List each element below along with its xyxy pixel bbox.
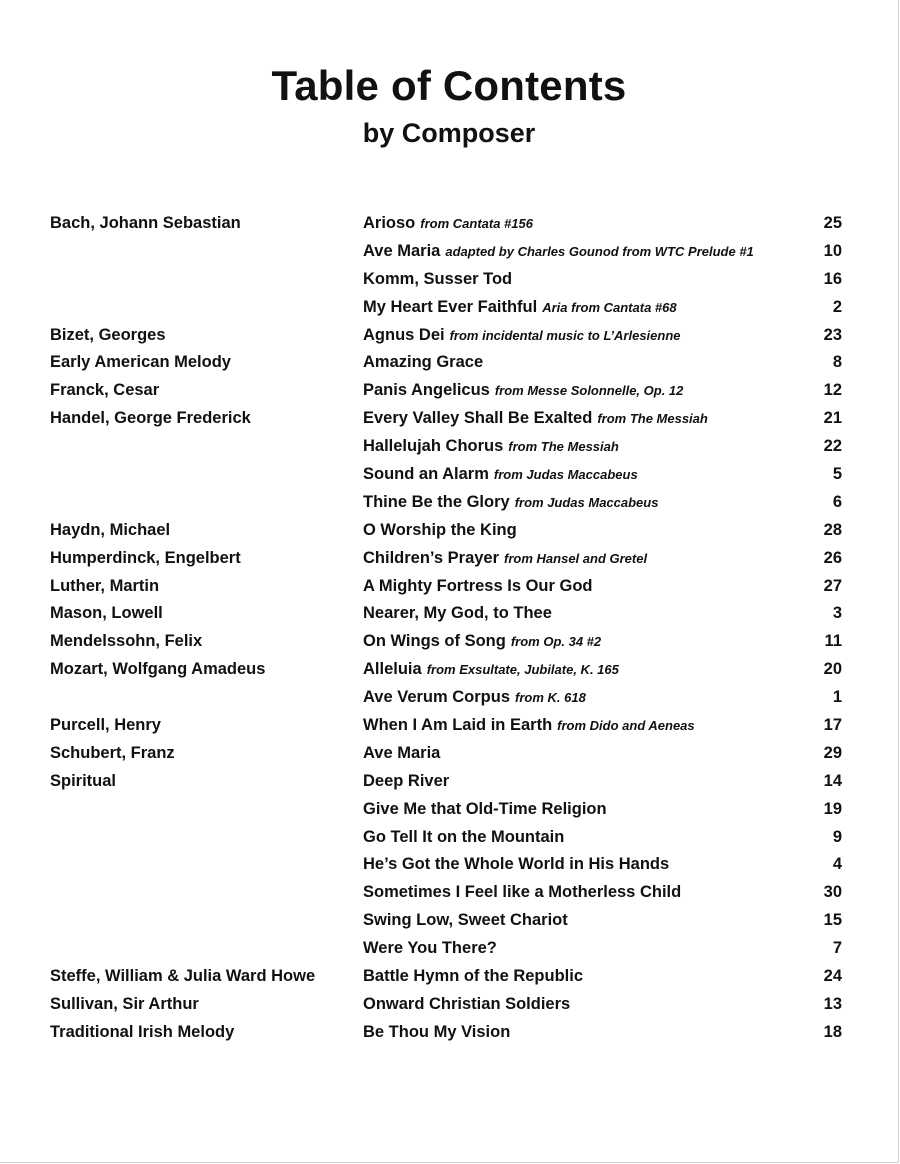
page-number: 24 (823, 967, 842, 986)
toc-row (50, 684, 850, 712)
toc-row (50, 656, 850, 684)
toc-row (50, 573, 850, 601)
piece-title: Agnus Dei (363, 325, 445, 344)
page-number: 3 (832, 604, 842, 623)
piece-title: Thine Be the Glory (363, 492, 510, 511)
page-number: 2 (832, 297, 842, 316)
piece-source-note: from incidental music to L’Arlesienne (449, 327, 681, 343)
piece-source-note: from Hansel and Gretel (504, 550, 648, 566)
toc-row (50, 238, 850, 266)
piece-entry (363, 433, 619, 461)
page-number: 29 (823, 743, 842, 762)
page-number: 28 (823, 520, 842, 539)
page-number: 26 (823, 548, 842, 567)
piece-entry (363, 349, 483, 377)
piece-title: Panis Angelicus (363, 381, 490, 400)
piece-entry (363, 963, 583, 991)
piece-entry (363, 405, 708, 433)
table-of-contents (50, 210, 850, 1047)
piece-title: Children’s Prayer (363, 548, 500, 567)
toc-row (50, 461, 850, 489)
page-number: 27 (823, 576, 842, 595)
page-number: 22 (823, 437, 842, 456)
piece-entry (363, 628, 601, 656)
page-number: 10 (823, 241, 842, 260)
page-number: 1 (832, 688, 842, 707)
composer-name: Mason, Lowell (50, 604, 163, 623)
page-number: 15 (823, 911, 842, 930)
piece-entry (363, 824, 564, 852)
piece-title: Swing Low, Sweet Chariot (363, 911, 568, 930)
toc-row (50, 628, 850, 656)
composer-name: Early American Melody (50, 353, 231, 372)
page-number: 23 (823, 325, 842, 344)
page-number: 25 (823, 214, 842, 232)
piece-title: Sound an Alarm (363, 465, 489, 484)
composer-name: Luther, Martin (50, 576, 160, 595)
composer-name: Franck, Cesar (50, 381, 160, 400)
page-number: 5 (832, 465, 842, 484)
page-number: 18 (823, 1022, 842, 1041)
piece-entry (363, 656, 619, 684)
piece-title: My Heart Ever Faithful (363, 297, 538, 316)
page-number: 4 (832, 855, 842, 874)
toc-row (50, 740, 850, 768)
piece-entry (363, 489, 658, 517)
piece-entry (363, 712, 695, 740)
composer-name: Humperdinck, Engelbert (50, 548, 241, 567)
toc-row (50, 600, 850, 628)
piece-title: Komm, Susser Tod (363, 269, 513, 288)
composer-name: Traditional Irish Melody (50, 1022, 235, 1041)
piece-entry (363, 600, 552, 628)
piece-entry (363, 517, 517, 545)
page-number: 19 (823, 799, 842, 818)
toc-row (50, 405, 850, 433)
toc-row (50, 935, 850, 963)
piece-entry (363, 322, 681, 350)
toc-row (50, 433, 850, 461)
piece-source-note: Aria from Cantata #68 (542, 299, 677, 315)
toc-row (50, 851, 850, 879)
page-number: 20 (823, 660, 842, 679)
piece-title: Give Me that Old-Time Religion (363, 799, 607, 818)
piece-source-note: adapted by Charles Gounod from WTC Prelude #1 (445, 243, 754, 259)
piece-entry (363, 238, 754, 266)
page-number: 13 (823, 994, 842, 1013)
composer-name: Handel, George Frederick (50, 409, 251, 428)
piece-title: Deep River (363, 771, 450, 790)
toc-row (50, 545, 850, 573)
page-number: 7 (832, 939, 842, 958)
toc-row (50, 517, 850, 545)
page-number: 16 (823, 269, 842, 288)
piece-source-note: from The Messiah (508, 439, 619, 455)
piece-title: Be Thou My Vision (363, 1022, 511, 1041)
piece-entry (363, 545, 647, 573)
piece-entry (363, 266, 512, 294)
piece-title: Ave Verum Corpus (363, 688, 511, 707)
page-number: 21 (823, 409, 842, 428)
piece-title: Ave Maria (363, 241, 441, 260)
piece-source-note: from Judas Maccabeus (493, 467, 638, 483)
piece-entry (363, 851, 669, 879)
toc-row (50, 907, 850, 935)
piece-entry (363, 684, 586, 712)
composer-name: Purcell, Henry (50, 716, 161, 735)
piece-title: Nearer, My God, to Thee (363, 604, 552, 623)
toc-row (50, 991, 850, 1019)
page-number: 17 (823, 716, 842, 735)
page-number: 6 (832, 492, 842, 511)
toc-row (50, 210, 850, 238)
piece-entry (363, 377, 683, 405)
piece-source-note: from K. 618 (515, 690, 586, 706)
composer-name: Mendelssohn, Felix (50, 632, 203, 651)
piece-title: O Worship the King (363, 520, 517, 539)
toc-row (50, 963, 850, 991)
piece-source-note: from Messe Solonnelle, Op. 12 (494, 383, 684, 399)
page-number: 30 (823, 883, 842, 902)
piece-title: Alleluia (363, 660, 422, 679)
composer-name: Schubert, Franz (50, 743, 175, 762)
piece-entry (363, 1019, 510, 1047)
toc-row (50, 768, 850, 796)
piece-title: Onward Christian Soldiers (363, 994, 571, 1013)
piece-title: Sometimes I Feel like a Motherless Child (363, 883, 682, 902)
piece-entry (363, 740, 440, 768)
piece-entry (363, 210, 533, 238)
composer-name: Steffe, William & Julia Ward Howe (50, 967, 316, 986)
piece-title: Were You There? (363, 939, 497, 958)
piece-title: Go Tell It on the Mountain (363, 827, 565, 846)
composer-name: Bach, Johann Sebastian (50, 214, 241, 232)
piece-entry (363, 294, 677, 322)
piece-entry (363, 796, 607, 824)
composer-name: Haydn, Michael (50, 520, 171, 539)
piece-title: When I Am Laid in Earth (363, 716, 553, 735)
toc-row (50, 266, 850, 294)
piece-title: Ave Maria (363, 743, 441, 762)
page-number: 14 (823, 771, 842, 790)
toc-row (50, 349, 850, 377)
page-number: 11 (824, 632, 842, 651)
piece-entry (363, 768, 449, 796)
piece-title: Arioso (363, 214, 416, 232)
toc-row (50, 294, 850, 322)
composer-name: Mozart, Wolfgang Amadeus (50, 660, 266, 679)
piece-entry (363, 991, 570, 1019)
piece-source-note: from Exsultate, Jubilate, K. 165 (426, 662, 619, 678)
piece-entry (363, 461, 638, 489)
piece-title: Every Valley Shall Be Exalted (363, 409, 593, 428)
piece-title: A Mighty Fortress Is Our God (363, 576, 593, 595)
piece-title: He’s Got the Whole World in His Hands (363, 855, 670, 874)
piece-title: Battle Hymn of the Republic (363, 967, 584, 986)
piece-entry (363, 907, 568, 935)
piece-entry (363, 935, 497, 963)
page-number: 8 (832, 353, 842, 372)
page-title: Table of Contents (271, 62, 627, 109)
piece-title: On Wings of Song (363, 632, 506, 651)
composer-name: Spiritual (50, 771, 117, 790)
piece-source-note: from Dido and Aeneas (557, 718, 695, 734)
piece-source-note: from Cantata #156 (420, 216, 533, 231)
piece-title: Amazing Grace (363, 353, 484, 372)
toc-row (50, 322, 850, 350)
piece-entry (363, 573, 593, 601)
toc-row (50, 377, 850, 405)
piece-entry (363, 879, 681, 907)
toc-row (50, 824, 850, 852)
composer-name: Bizet, Georges (50, 325, 166, 344)
composer-name: Sullivan, Sir Arthur (50, 994, 199, 1013)
toc-row (50, 879, 850, 907)
piece-source-note: from The Messiah (597, 411, 708, 427)
toc-row (50, 712, 850, 740)
page-number: 9 (832, 827, 842, 846)
page-subtitle: by Composer (362, 118, 536, 148)
toc-row (50, 489, 850, 517)
toc-row (50, 796, 850, 824)
piece-title: Hallelujah Chorus (363, 437, 504, 456)
toc-row (50, 1019, 850, 1047)
piece-source-note: from Judas Maccabeus (514, 494, 659, 510)
piece-source-note: from Op. 34 #2 (510, 634, 602, 650)
page-number: 12 (823, 381, 842, 400)
